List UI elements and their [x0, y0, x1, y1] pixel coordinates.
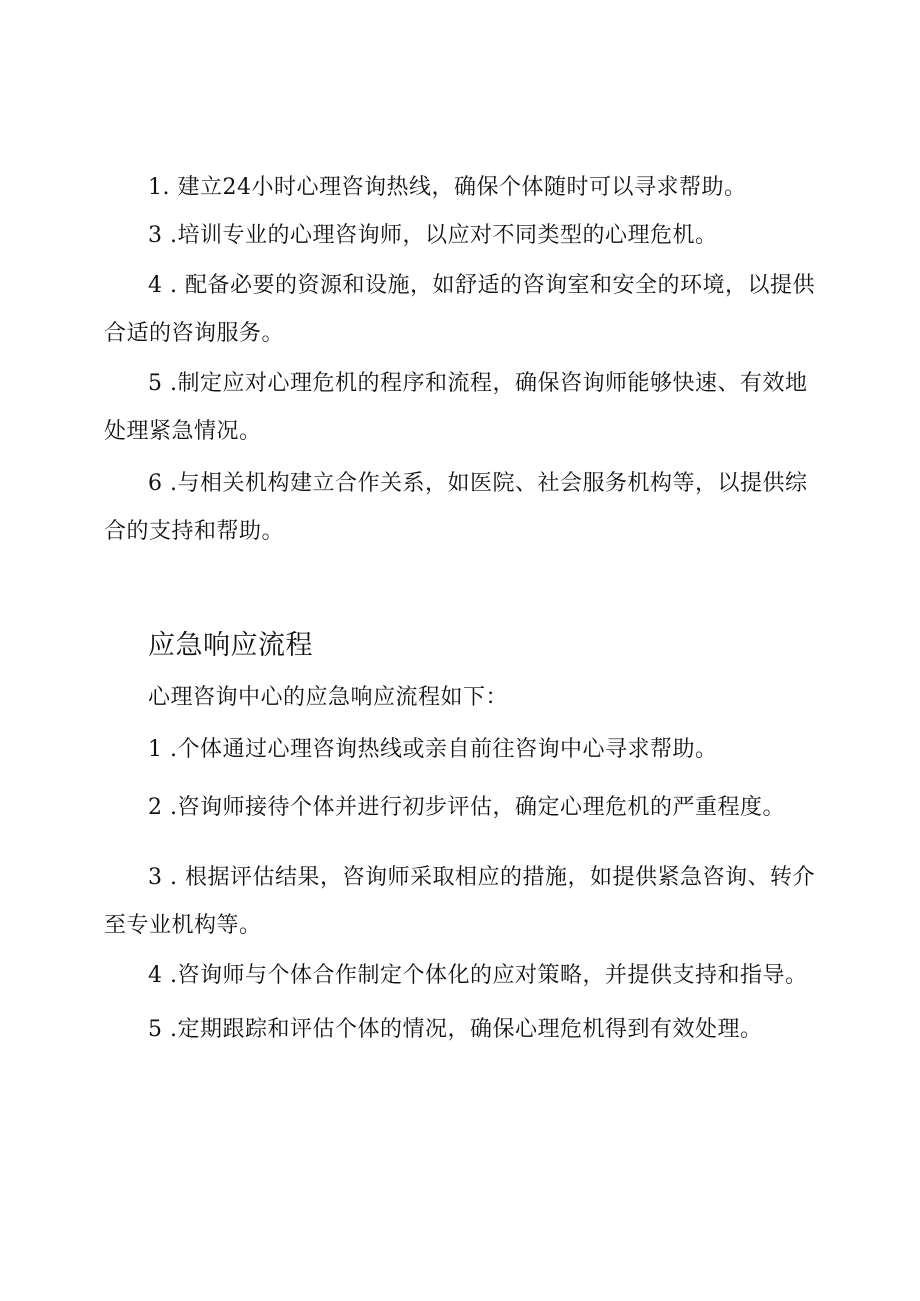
process-step-4: 4 .咨询师与个体合作制定个体化的应对策略，并提供支持和指导。 — [148, 963, 808, 988]
list-item-3: 3 .培训专业的心理咨询师，以应对不同类型的心理危机。 — [148, 223, 718, 248]
process-step-3: 3 . 根据评估结果，咨询师采取相应的措施，如提供紧急咨询、转介至专业机构等。 — [104, 865, 815, 938]
list-item-1: 1. 建立24小时心理咨询热线，确保个体随时可以寻求帮助。 — [148, 175, 747, 200]
list-item-5: 5 .制定应对心理危机的程序和流程，确保咨询师能够快速、有效地处理紧急情况。 — [104, 371, 808, 444]
list-item-6: 6 .与相关机构建立合作关系，如医院、社会服务机构等，以提供综合的支持和帮助。 — [104, 471, 808, 544]
process-step-5: 5 .定期跟踪和评估个体的情况，确保心理危机得到有效处理。 — [148, 1017, 763, 1042]
process-step-2: 2 .咨询师接待个体并进行初步评估，确定心理危机的严重程度。 — [148, 795, 785, 820]
section-heading: 应急响应流程 — [148, 630, 313, 661]
section-intro: 心理咨询中心的应急响应流程如下： — [148, 685, 509, 710]
list-item-4: 4 . 配备必要的资源和设施，如舒适的咨询室和安全的环境，以提供合适的咨询服务。 — [104, 273, 815, 346]
process-step-1: 1 .个体通过心理咨询热线或亲自前往咨询中心寻求帮助。 — [148, 737, 718, 762]
